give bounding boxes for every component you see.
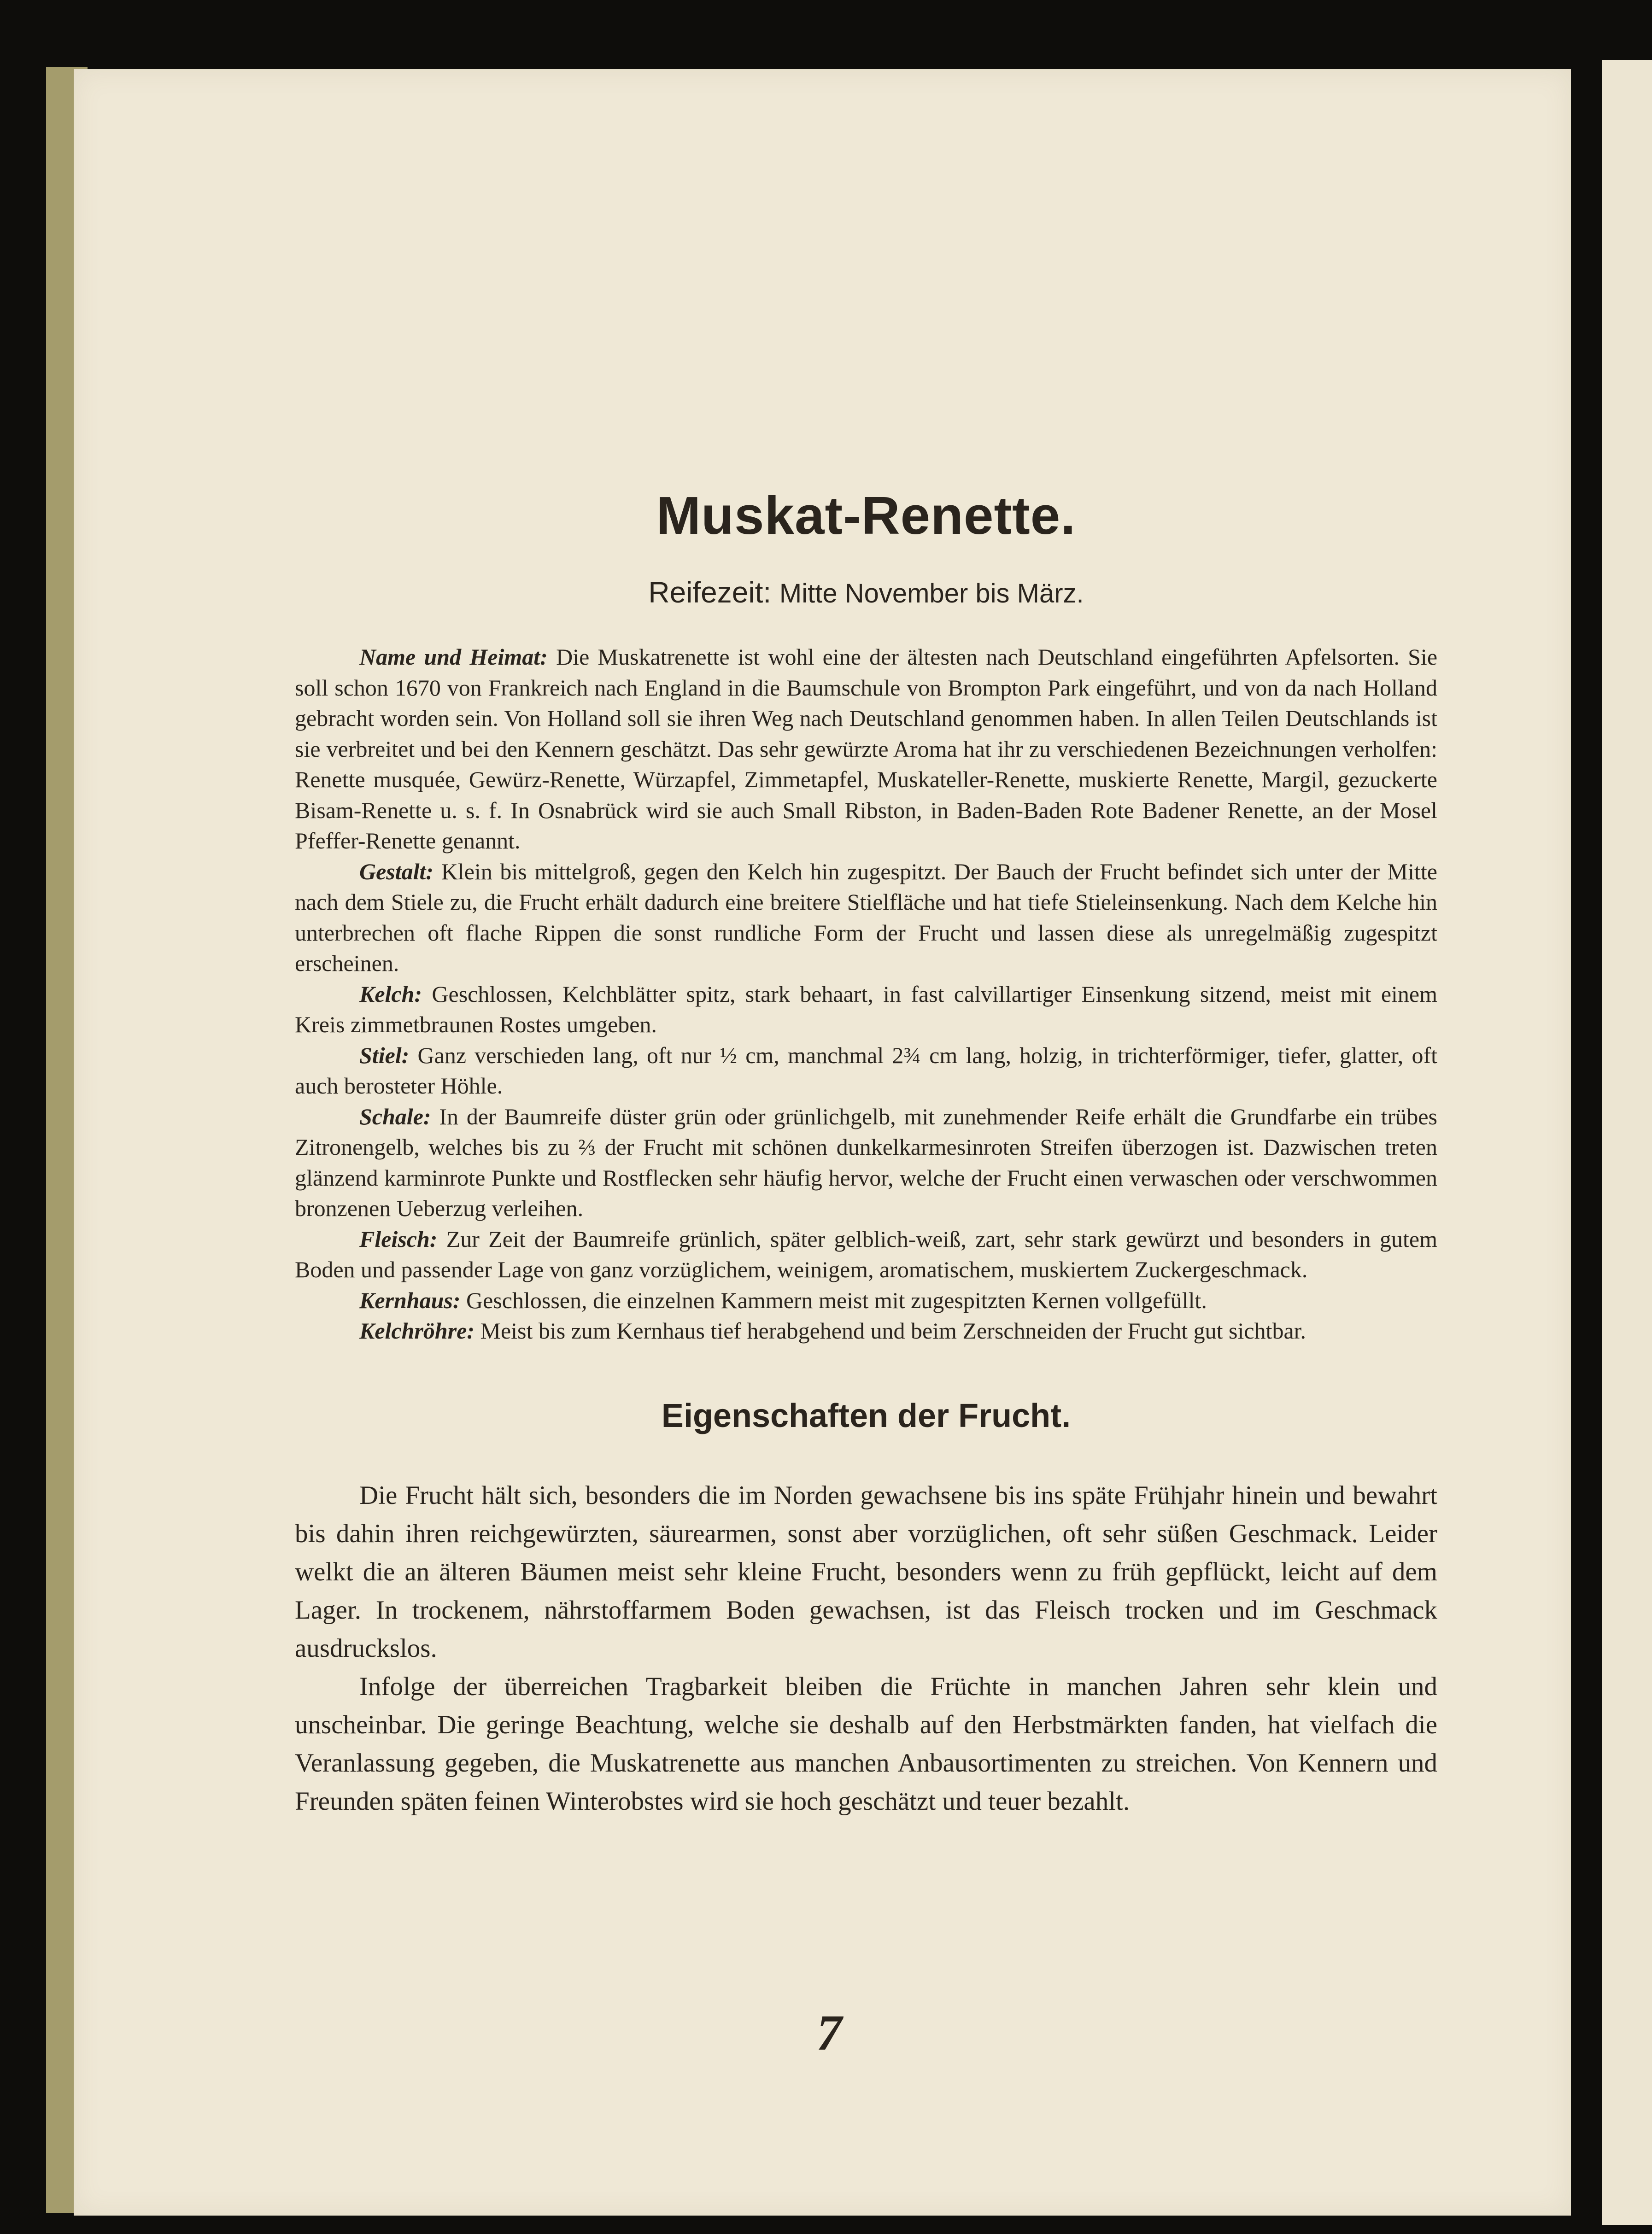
variety-description <box>295 642 1437 1346</box>
entry-text: Meist bis zum Kernhaus tief herabgehend und beim Zerschneiden der Frucht gut sichtbar. <box>480 1318 1306 1344</box>
entry-schale <box>295 1101 1437 1224</box>
page-content <box>295 484 1437 1820</box>
entry-label: Kelchröhre: <box>359 1318 475 1344</box>
body-paragraph: Infolge der überreichen Tragbarkeit bleiben die Früchte in manchen Jahren sehr klein und unscheinbar. Die geringe Beachtung, welche sie deshalb auf den Herbstmärkten fanden, hat vielfach die Veranlassung gegeben, die Muskatrenette aus manchen Anbausortimenten zu streichen. Von Kennern und Freunden späten feinen Winterobstes wird sie hoch geschätzt und teuer bezahlt. <box>295 1672 1437 1816</box>
next-page-edge <box>1602 60 1652 2225</box>
entry-text: Klein bis mittelgroß, gegen den Kelch hin zugespitzt. Der Bauch der Frucht befindet sich unter der Mitte nach dem Stiele zu, die Frucht erhält dadurch eine breitere Stielfläche und hat tiefe Stieleinsenkung. Nach dem Kelche hin unterbrechen oft flache Rippen die sonst rundliche Form der Frucht und lassen diese als unregelmäßig zugespitzt erscheinen. <box>295 858 1437 977</box>
entry-label: Fleisch: <box>359 1226 438 1252</box>
entry-label: Stiel: <box>359 1042 410 1068</box>
entry-text: In der Baumreife düster grün oder grünlichgelb, mit zunehmender Reife erhält die Grundfarbe ein trübes Zitronengelb, welches bis zu ⅔ der Frucht mit schönen dunkelkarmesinroten Streifen überzogen ist. Dazwischen treten glänzend karminrote Punkte und Rostflecken sehr häufig hervor, welche der Frucht einen verwaschen oder verschwommen bronzenen Ueberzug verleihen. <box>295 1103 1437 1222</box>
entry-label: Kelch: <box>359 981 422 1007</box>
entry-kelchroehre <box>295 1316 1437 1346</box>
body-paragraph: Die Frucht hält sich, besonders die im Norden gewachsene bis ins späte Frühjahr hinein und bewahrt bis dahin ihren reichgewürzten, säurearmen, sonst aber vorzüglichen, oft sehr süßen Geschmack. Leider welkt die an älteren Bäumen meist sehr kleine Frucht, besonders wenn zu früh gepflückt, leicht auf dem Lager. In trockenem, nährstoffarmem Boden gewachsen, ist das Fleisch trocken und im Geschmack ausdruckslos. <box>295 1480 1437 1663</box>
entry-kernhaus <box>295 1285 1437 1316</box>
ripening-time-value: Mitte November bis März. <box>779 579 1084 609</box>
page-title: Muskat-Renette. <box>656 485 1076 545</box>
entry-label: Kernhaus: <box>359 1287 461 1313</box>
entry-text: Ganz verschieden lang, oft nur ½ cm, manchmal 2¾ cm lang, holzig, in trichterförmiger, tiefer, glatter, oft auch berosteter Höhle. <box>295 1042 1438 1099</box>
entry-label: Gestalt: <box>359 858 434 884</box>
entry-name-heimat <box>295 642 1437 856</box>
entry-text: Geschlossen, die einzelnen Kammern meist mit zugespitzten Kernen vollgefüllt. <box>466 1287 1207 1313</box>
ripening-time-label: Reifezeit: <box>648 576 772 609</box>
entry-stiel <box>295 1040 1437 1101</box>
ripening-time <box>295 575 1437 609</box>
entry-kelch <box>295 979 1437 1040</box>
entry-text: Geschlossen, Kelchblätter spitz, stark behaart, in fast calvillartiger Einsenkung sitzend, meist mit einem Kreis zimmetbraunen Rostes umgeben. <box>295 981 1437 1038</box>
entry-gestalt <box>295 856 1437 979</box>
page-gutter <box>1585 60 1602 2225</box>
page-number: 7 <box>816 2005 842 2061</box>
section-heading: Eigenschaften der Frucht. <box>661 1397 1071 1434</box>
entry-text: Die Muskatrenette ist wohl eine der ältesten nach Deutschland eingeführten Apfelsorten. Sie soll schon 1670 von Frankreich nach England in die Baumschule von Brompton Park eingeführt, und von da nach Holland gebracht worden sein. Von Holland soll sie ihren Weg nach Deutschland genommen haben. In allen Teilen Deutschlands ist sie verbreitet und bei den Kennern geschätzt. Das sehr gewürzte Aroma hat ihr zu verschiedenen Bezeichnungen verholfen: Renette musquée, Gewürz-Renette, Würzapfel, Zimmetapfel, Muskateller-Renette, muskierte Renette, Margil, gezuckerte Bisam-Renette u. s. f. In Osnabrück wird sie auch Small Ribston, in Baden-Baden Rote Badener Renette, an der Mosel Pfeffer-Renette genannt. <box>295 644 1438 854</box>
entry-fleisch <box>295 1224 1437 1285</box>
entry-label: Schale: <box>359 1103 431 1129</box>
entry-text: Zur Zeit der Baumreife grünlich, später gelblich-weiß, zart, sehr stark gewürzt und besonders in gutem Boden und passender Lage von ganz vorzüglichem, weinigem, aromatischem, muskiertem Zuckergeschmack. <box>295 1226 1438 1283</box>
entry-label: Name und Heimat: <box>359 644 548 670</box>
